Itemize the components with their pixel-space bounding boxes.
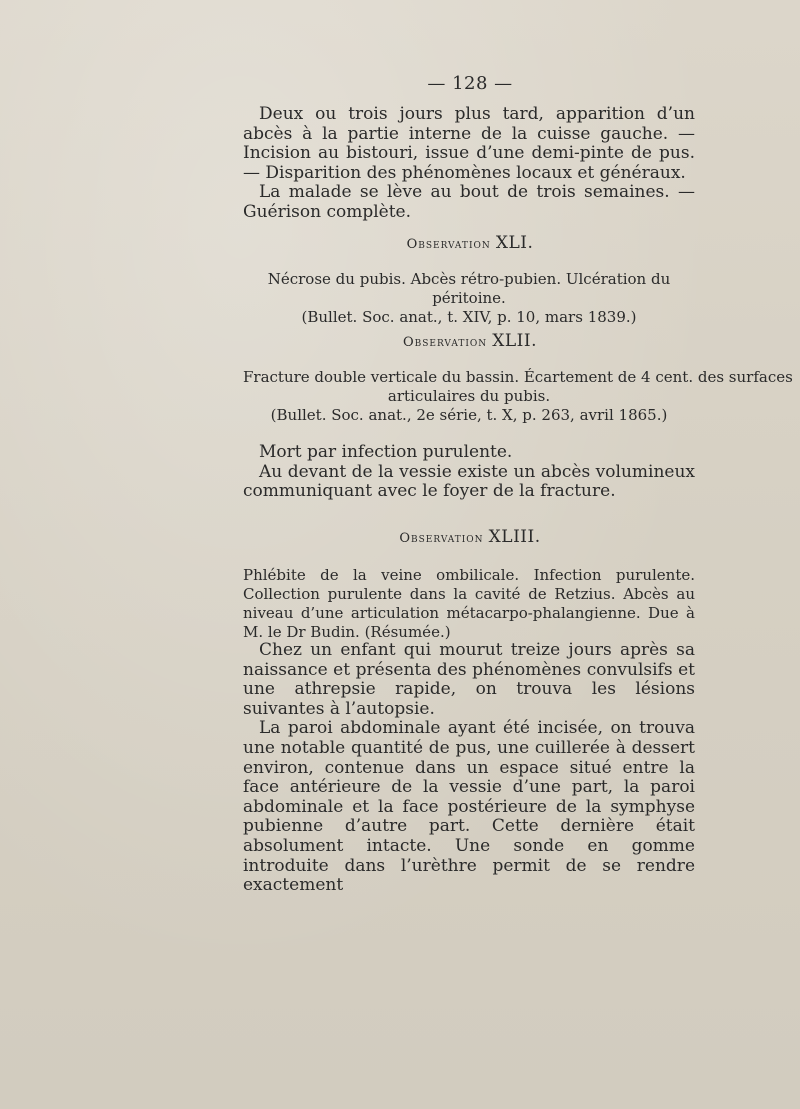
- observation-42-title: [0, 331, 800, 351]
- observation-42-summary: [243, 368, 793, 425]
- summary-line-1: Nécrose du pubis. Abcès rétro-pubien. Ulcération du péritoine.: [267, 270, 671, 307]
- observation-number: XLI.: [495, 233, 534, 253]
- intro-paragraph-1: Deux ou trois jours plus tard, apparition d’un abcès à la partie interne de la cuisse gauche. — Incision au bistouri, issue d’une demi-pinte de pus. — Disparition des phénomènes locaux et généraux.: [243, 104, 695, 183]
- paragraph-1: Chez un enfant qui mourut treize jours après sa naissance et présenta des phénomènes convulsifs et une athrepsie rapide, on trouva les lésions suivantes à l’autopsie.: [243, 640, 695, 719]
- observation-42-text: [243, 443, 695, 502]
- citation: (Bullet. Soc. anat., 2e série, t. X, p. 263, avril 1865.): [270, 406, 668, 424]
- summary-text: Phlébite de la veine ombilicale. Infection purulente. Collection purulente dans la cavité de Retzius. Abcès au niveau d’une articulation métacarpo-phalangienne. Due à M. le Dr Budin. (Résumée.): [243, 566, 695, 641]
- paragraph-1: Mort par infection purulente.: [259, 442, 513, 462]
- observation-label: Observation: [399, 531, 484, 546]
- observation-43-summary: [243, 566, 695, 642]
- paragraph-2: Au devant de la vessie existe un abcès volumineux communiquant avec le foyer de la fracture.: [243, 461, 695, 502]
- observation-label: Observation: [402, 335, 488, 350]
- observation-41-title: [0, 233, 800, 253]
- summary-line-2: articulaires du pubis.: [387, 387, 551, 405]
- observation-43-title: [0, 527, 800, 547]
- summary-line-2: (Bullet. Soc. anat., t. XIV, p. 10, mars 1839.): [301, 308, 637, 326]
- summary-line-1: Fracture double verticale du bassin. Écartement de 4 cent. des surfaces: [243, 368, 793, 386]
- paragraph-2: La paroi abdominale ayant été incisée, on trouva une notable quantité de pus, une cuillerée à dessert environ, contenue dans un espace situé entre la face antérieure de la vessie d’une part, la paroi abdominale et la face postérieure de la symphyse pubienne d’autre part. Cette dernière était absolument intacte. Une sonde en gomme introduite dans l’urèthre permit de se rendre exactement: [243, 718, 695, 896]
- observation-number: XLIII.: [488, 527, 541, 547]
- page-number: — 128 —: [427, 73, 513, 94]
- observation-number: XLII.: [492, 331, 538, 351]
- intro-paragraph-2: La malade se lève au bout de trois semaines. — Guérison complète.: [243, 182, 695, 222]
- intro-text: [243, 105, 695, 223]
- observation-43-text: [243, 641, 695, 896]
- observation-label: Observation: [406, 237, 491, 252]
- observation-41-summary: [243, 270, 695, 327]
